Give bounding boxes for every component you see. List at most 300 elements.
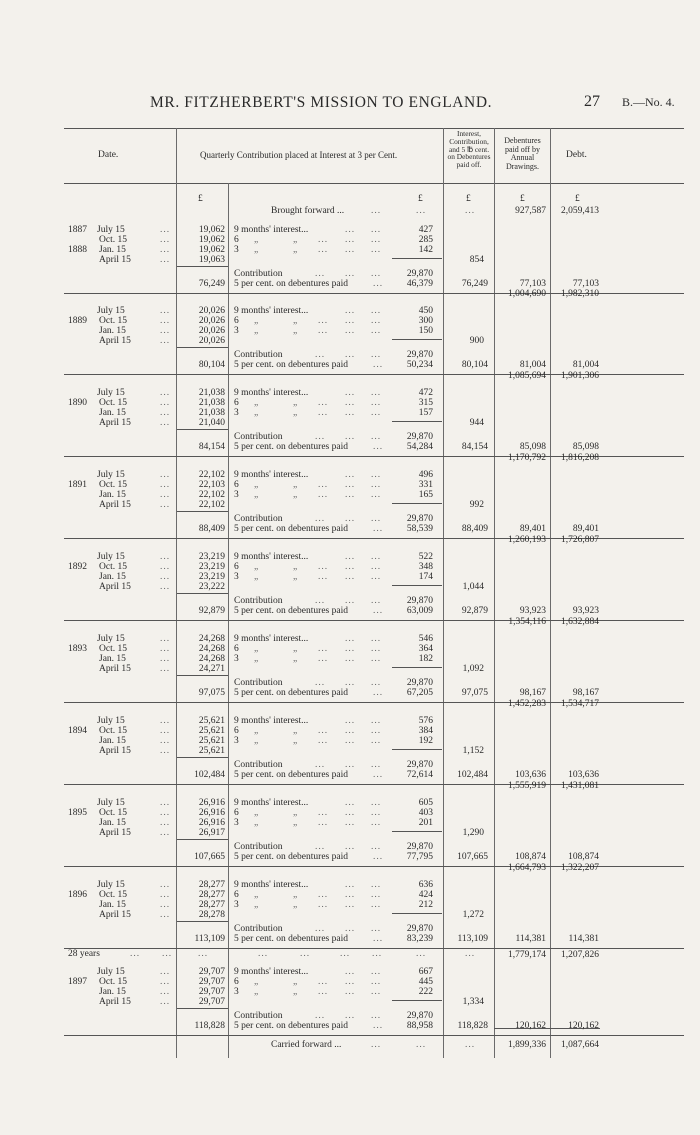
contribution-label: Contribution	[234, 924, 283, 934]
subtotal-rule	[392, 1000, 442, 1001]
contribution-total: 29,870	[406, 760, 433, 770]
dot-leader: ...	[345, 269, 356, 279]
subtotal-rule	[177, 921, 228, 922]
ditto-mark: „	[254, 326, 260, 336]
interest-sum: 1,044	[462, 582, 484, 592]
date-label: Jan. 15	[99, 408, 126, 418]
dot-leader: ...	[345, 678, 356, 688]
debt-reduced: 108,874	[568, 852, 599, 862]
five-percent-label: 5 per cent. on debentures paid	[234, 360, 348, 370]
dot-leader: ...	[345, 572, 356, 582]
dot-leader: ...	[465, 1040, 476, 1050]
year-label: 1892	[68, 562, 87, 572]
quarterly-amount: 25,621	[198, 726, 225, 736]
dot-leader: ...	[160, 880, 171, 890]
ditto-mark: „	[293, 987, 299, 997]
dot-leader: ...	[318, 490, 329, 500]
dot-leader: ...	[373, 852, 384, 862]
interest-amount: 315	[418, 398, 433, 408]
subtotal-rule	[392, 258, 442, 259]
carried-forward-debentures: 1,899,336	[508, 1040, 546, 1050]
date-label: Oct. 15	[99, 480, 127, 490]
contribution-total: 29,870	[406, 924, 433, 934]
date-label: Oct. 15	[99, 316, 127, 326]
interest-period-label: 6	[234, 890, 239, 900]
interest-period-label: 3	[234, 987, 239, 997]
interest-amount: 174	[418, 572, 433, 582]
five-percent-amount: 46,379	[406, 279, 433, 289]
dot-leader: ...	[345, 470, 356, 480]
dot-leader: ...	[345, 388, 356, 398]
quarterly-amount: 24,268	[198, 634, 225, 644]
interest-period-label: 9 months' interest...	[234, 798, 309, 808]
interest-amount: 636	[418, 880, 433, 890]
ditto-mark: „	[254, 480, 260, 490]
date-label: April 15	[99, 500, 131, 510]
debt-reduced: 98,167	[572, 688, 599, 698]
date-label: April 15	[99, 255, 131, 265]
dot-leader: ...	[160, 634, 171, 644]
debt-balance: 1,726,807	[561, 535, 599, 545]
five-percent-amount: 88,958	[406, 1021, 433, 1031]
interest-period-label: 6	[234, 808, 239, 818]
dot-leader: ...	[160, 388, 171, 398]
dot-leader: ...	[160, 562, 171, 572]
dot-leader: ...	[345, 596, 356, 606]
dot-leader: ...	[318, 818, 329, 828]
debentures-balance: 1,555,919	[508, 781, 546, 791]
interest-sum: 944	[469, 418, 484, 428]
dot-leader: ...	[345, 225, 356, 235]
quarterly-amount: 23,219	[198, 562, 225, 572]
ditto-mark: „	[293, 316, 299, 326]
quarterly-amount: 20,026	[198, 316, 225, 326]
five-percent-amount: 58,539	[406, 524, 433, 534]
dot-leader: ...	[371, 977, 382, 987]
interest-amount: 348	[418, 562, 433, 572]
debt-reduced: 89,401	[572, 524, 599, 534]
year-label: 1887	[68, 225, 87, 235]
quarterly-amount: 23,219	[198, 552, 225, 562]
date-label: Oct. 15	[99, 808, 127, 818]
dot-leader: ...	[345, 967, 356, 977]
quarterly-amount: 28,278	[198, 910, 225, 920]
dot-leader: ...	[160, 225, 171, 235]
dot-leader: ...	[345, 326, 356, 336]
dot-leader: ...	[160, 726, 171, 736]
dot-leader: ...	[416, 949, 427, 959]
ditto-mark: „	[254, 987, 260, 997]
dot-leader: ...	[315, 678, 326, 688]
dot-leader: ...	[371, 924, 382, 934]
dot-leader: ...	[371, 678, 382, 688]
quarterly-amount: 26,916	[198, 798, 225, 808]
interest-sum: 900	[469, 336, 484, 346]
dot-leader: ...	[373, 606, 384, 616]
date-label: Jan. 15	[99, 572, 126, 582]
date-label: July 15	[97, 798, 125, 808]
date-label: Oct. 15	[99, 977, 127, 987]
interest-amount: 546	[418, 634, 433, 644]
dot-leader: ...	[371, 798, 382, 808]
dot-leader: ...	[160, 316, 171, 326]
dot-leader: ...	[318, 316, 329, 326]
debt-balance: 1,534,717	[561, 699, 599, 709]
dot-leader: ...	[160, 900, 171, 910]
dot-leader: ...	[371, 818, 382, 828]
contribution-total: 29,870	[406, 1011, 433, 1021]
subtotal-rule	[392, 585, 442, 586]
carried-forward-label: Carried forward ...	[271, 1040, 342, 1050]
dot-leader: ...	[371, 432, 382, 442]
date-label: Jan. 15	[99, 654, 126, 664]
date-label: Oct. 15	[99, 890, 127, 900]
dot-leader: ...	[130, 949, 141, 959]
dot-leader: ...	[160, 654, 171, 664]
debt-balance: 1,982,310	[561, 289, 599, 299]
dot-leader: ...	[345, 350, 356, 360]
dot-leader: ...	[160, 664, 171, 674]
date-label: Jan. 15	[99, 987, 126, 997]
date-label: Jan. 15	[99, 490, 126, 500]
dot-leader: ...	[300, 949, 311, 959]
dot-leader: ...	[345, 818, 356, 828]
ditto-mark: „	[293, 808, 299, 818]
dot-leader: ...	[373, 360, 384, 370]
subtotal-rule	[177, 675, 228, 676]
quarterly-amount: 22,102	[198, 500, 225, 510]
dot-leader: ...	[318, 726, 329, 736]
debt-reduced: 81,004	[572, 360, 599, 370]
debentures-paid: 103,636	[515, 770, 546, 780]
ditto-mark: „	[293, 644, 299, 654]
quarterly-amount: 24,268	[198, 644, 225, 654]
five-percent-label: 5 per cent. on debentures paid	[234, 688, 348, 698]
year-label: 1888	[68, 245, 87, 255]
dot-leader: ...	[315, 350, 326, 360]
interest-period-label: 3	[234, 900, 239, 910]
five-percent-label: 5 per cent. on debentures paid	[234, 442, 348, 452]
dot-leader: ...	[160, 736, 171, 746]
debentures-paid: 81,004	[519, 360, 546, 370]
five-percent-label: 5 per cent. on debentures paid	[234, 524, 348, 534]
five-percent-amount: 63,009	[406, 606, 433, 616]
year-label: 1890	[68, 398, 87, 408]
debentures-paid: 120,162	[515, 1021, 546, 1031]
debentures-paid: 98,167	[519, 688, 546, 698]
debt-balance: 1,901,306	[561, 371, 599, 381]
dot-leader: ...	[371, 225, 382, 235]
dot-leader: ...	[345, 842, 356, 852]
dot-leader: ...	[373, 688, 384, 698]
quarterly-amount: 29,707	[198, 997, 225, 1007]
dot-leader: ...	[160, 552, 171, 562]
column-header-date: Date.	[98, 150, 119, 160]
date-label: July 15	[97, 470, 125, 480]
date-label: July 15	[97, 634, 125, 644]
dot-leader: ...	[160, 336, 171, 346]
year-label: 1897	[68, 977, 87, 987]
pound-sign: £	[418, 194, 423, 204]
interest-period-label: 3	[234, 654, 239, 664]
interest-total: 107,665	[457, 852, 488, 862]
interest-period-label: 9 months' interest...	[234, 470, 309, 480]
subtotal-rule	[177, 593, 228, 594]
interest-amount: 364	[418, 644, 433, 654]
interest-period-label: 3	[234, 408, 239, 418]
dot-leader: ...	[371, 306, 382, 316]
ditto-mark: „	[293, 726, 299, 736]
dot-leader: ...	[345, 808, 356, 818]
subtotal-rule	[177, 757, 228, 758]
dot-leader: ...	[465, 949, 476, 959]
date-label: Oct. 15	[99, 235, 127, 245]
interest-period-label: 6	[234, 644, 239, 654]
interest-period-label: 3	[234, 818, 239, 828]
interest-amount: 496	[418, 470, 433, 480]
subtotal-rule	[392, 667, 442, 668]
dot-leader: ...	[371, 808, 382, 818]
debt-balance: 1,207,826	[561, 950, 599, 960]
date-label: July 15	[97, 306, 125, 316]
ditto-mark: „	[293, 235, 299, 245]
interest-amount: 384	[418, 726, 433, 736]
dot-leader: ...	[371, 350, 382, 360]
dot-leader: ...	[345, 235, 356, 245]
interest-amount: 222	[418, 987, 433, 997]
interest-amount: 331	[418, 480, 433, 490]
dot-leader: ...	[371, 760, 382, 770]
interest-amount: 450	[418, 306, 433, 316]
dot-leader: ...	[372, 949, 383, 959]
ditto-mark: „	[254, 726, 260, 736]
contribution-label: Contribution	[234, 269, 283, 279]
dot-leader: ...	[160, 326, 171, 336]
subtotal-rule	[177, 266, 228, 267]
dot-leader: ...	[416, 206, 427, 216]
dot-leader: ...	[371, 634, 382, 644]
dot-leader: ...	[371, 470, 382, 480]
dot-leader: ...	[318, 235, 329, 245]
column-header-quarterly: Quarterly Contribution placed at Interest at 3 per Cent.	[200, 150, 398, 160]
interest-period-label: 9 months' interest...	[234, 225, 309, 235]
subtotal-rule	[177, 429, 228, 430]
debt-balance: 1,816,208	[561, 453, 599, 463]
interest-total: 102,484	[457, 770, 488, 780]
debentures-balance: 1,779,174	[508, 950, 546, 960]
dot-leader: ...	[315, 924, 326, 934]
interest-amount: 424	[418, 890, 433, 900]
dot-leader: ...	[160, 967, 171, 977]
page-number: 27	[584, 93, 600, 110]
quarterly-amount: 21,038	[198, 388, 225, 398]
block-rule	[64, 948, 684, 949]
dot-leader: ...	[345, 726, 356, 736]
year-total: 88,409	[198, 524, 225, 534]
dot-leader: ...	[160, 910, 171, 920]
interest-amount: 445	[418, 977, 433, 987]
year-label: 1894	[68, 726, 87, 736]
dot-leader: ...	[198, 949, 209, 959]
interest-amount: 142	[418, 245, 433, 255]
interest-period-label: 9 months' interest...	[234, 880, 309, 890]
dot-leader: ...	[315, 842, 326, 852]
year-total: 84,154	[198, 442, 225, 452]
dot-leader: ...	[345, 398, 356, 408]
ditto-mark: „	[254, 818, 260, 828]
quarterly-amount: 28,277	[198, 890, 225, 900]
interest-period-label: 6	[234, 398, 239, 408]
debentures-balance: 1,354,116	[508, 617, 546, 627]
contribution-total: 29,870	[406, 514, 433, 524]
ditto-mark: „	[254, 890, 260, 900]
dot-leader: ...	[160, 746, 171, 756]
interest-period-label: 9 months' interest...	[234, 388, 309, 398]
five-percent-amount: 72,614	[406, 770, 433, 780]
ditto-mark: „	[293, 480, 299, 490]
interest-period-label: 6	[234, 316, 239, 326]
dot-leader: ...	[160, 987, 171, 997]
dot-leader: ...	[160, 470, 171, 480]
quarterly-amount: 29,707	[198, 987, 225, 997]
dot-leader: ...	[345, 716, 356, 726]
interest-amount: 150	[418, 326, 433, 336]
interest-amount: 165	[418, 490, 433, 500]
year-total: 107,665	[194, 852, 225, 862]
interest-amount: 605	[418, 798, 433, 808]
dot-leader: ...	[345, 634, 356, 644]
ditto-mark: „	[254, 900, 260, 910]
ditto-mark: „	[293, 245, 299, 255]
dot-leader: ...	[371, 644, 382, 654]
date-label: Jan. 15	[99, 736, 126, 746]
interest-total: 113,109	[457, 934, 488, 944]
contribution-total: 29,870	[406, 842, 433, 852]
page-title: MR. FITZHERBERT'S MISSION TO ENGLAND.	[150, 94, 493, 111]
interest-amount: 182	[418, 654, 433, 664]
date-label: Jan. 15	[99, 818, 126, 828]
year-total: 97,075	[198, 688, 225, 698]
column-rule	[494, 128, 495, 1058]
interest-amount: 427	[418, 225, 433, 235]
year-label: 1893	[68, 644, 87, 654]
dot-leader: ...	[465, 206, 476, 216]
dot-leader: ...	[371, 480, 382, 490]
interest-total: 97,075	[461, 688, 488, 698]
dot-leader: ...	[160, 644, 171, 654]
interest-total: 84,154	[461, 442, 488, 452]
dot-leader: ...	[345, 490, 356, 500]
dot-leader: ...	[160, 716, 171, 726]
dot-leader: ...	[345, 987, 356, 997]
dot-leader: ...	[160, 235, 171, 245]
dot-leader: ...	[371, 552, 382, 562]
interest-amount: 403	[418, 808, 433, 818]
five-percent-label: 5 per cent. on debentures paid	[234, 852, 348, 862]
dot-leader: ...	[160, 408, 171, 418]
debentures-paid: 114,381	[515, 934, 546, 944]
ditto-mark: „	[293, 890, 299, 900]
date-label: July 15	[97, 716, 125, 726]
ditto-mark: „	[254, 644, 260, 654]
dot-leader: ...	[373, 524, 384, 534]
interest-period-label: 3	[234, 736, 239, 746]
interest-amount: 201	[418, 818, 433, 828]
debt-reduced: 120,162	[568, 1021, 599, 1031]
dot-leader: ...	[345, 1011, 356, 1021]
dot-leader: ...	[371, 900, 382, 910]
dot-leader: ...	[160, 490, 171, 500]
debentures-balance: 1,452,283	[508, 699, 546, 709]
dot-leader: ...	[371, 654, 382, 664]
pound-sign: £	[520, 194, 525, 204]
brought-forward-debt: 2,059,413	[561, 206, 599, 216]
five-percent-amount: 54,284	[406, 442, 433, 452]
interest-period-label: 6	[234, 480, 239, 490]
interest-period-label: 9 months' interest...	[234, 552, 309, 562]
dot-leader: ...	[371, 316, 382, 326]
dot-leader: ...	[315, 760, 326, 770]
quarterly-amount: 24,268	[198, 654, 225, 664]
ditto-mark: „	[293, 408, 299, 418]
interest-total: 88,409	[461, 524, 488, 534]
dot-leader: ...	[160, 808, 171, 818]
interest-amount: 157	[418, 408, 433, 418]
quarterly-amount: 26,917	[198, 828, 225, 838]
dot-leader: ...	[371, 408, 382, 418]
dot-leader: ...	[345, 552, 356, 562]
document-code: B.—No. 4.	[622, 95, 675, 109]
dot-leader: ...	[373, 442, 384, 452]
ditto-mark: „	[254, 398, 260, 408]
date-label: Oct. 15	[99, 644, 127, 654]
contribution-total: 29,870	[406, 678, 433, 688]
interest-amount: 522	[418, 552, 433, 562]
contribution-label: Contribution	[234, 1011, 283, 1021]
quarterly-amount: 21,040	[198, 418, 225, 428]
pound-sign: £	[575, 194, 580, 204]
dot-leader: ...	[258, 949, 269, 959]
contribution-label: Contribution	[234, 760, 283, 770]
interest-period-label: 9 months' interest...	[234, 967, 309, 977]
date-label: April 15	[99, 997, 131, 1007]
date-label: July 15	[97, 552, 125, 562]
interest-sum: 854	[469, 255, 484, 265]
quarterly-amount: 19,062	[198, 235, 225, 245]
dot-leader: ...	[371, 235, 382, 245]
ditto-mark: „	[254, 490, 260, 500]
interest-total: 92,879	[461, 606, 488, 616]
quarterly-amount: 24,271	[198, 664, 225, 674]
dot-leader: ...	[318, 572, 329, 582]
dot-leader: ...	[371, 388, 382, 398]
contribution-label: Contribution	[234, 432, 283, 442]
dot-leader: ...	[345, 562, 356, 572]
ditto-mark: „	[254, 245, 260, 255]
year-label: 1895	[68, 808, 87, 818]
dot-leader: ...	[160, 818, 171, 828]
interest-amount: 472	[418, 388, 433, 398]
dot-leader: ...	[371, 596, 382, 606]
dot-leader: ...	[345, 900, 356, 910]
date-label: July 15	[97, 388, 125, 398]
quarterly-amount: 23,222	[198, 582, 225, 592]
brought-forward-label: Brought forward ...	[271, 206, 345, 216]
dot-leader: ...	[318, 890, 329, 900]
dot-leader: ...	[318, 245, 329, 255]
subtotal-rule	[392, 503, 442, 504]
interest-amount: 300	[418, 316, 433, 326]
